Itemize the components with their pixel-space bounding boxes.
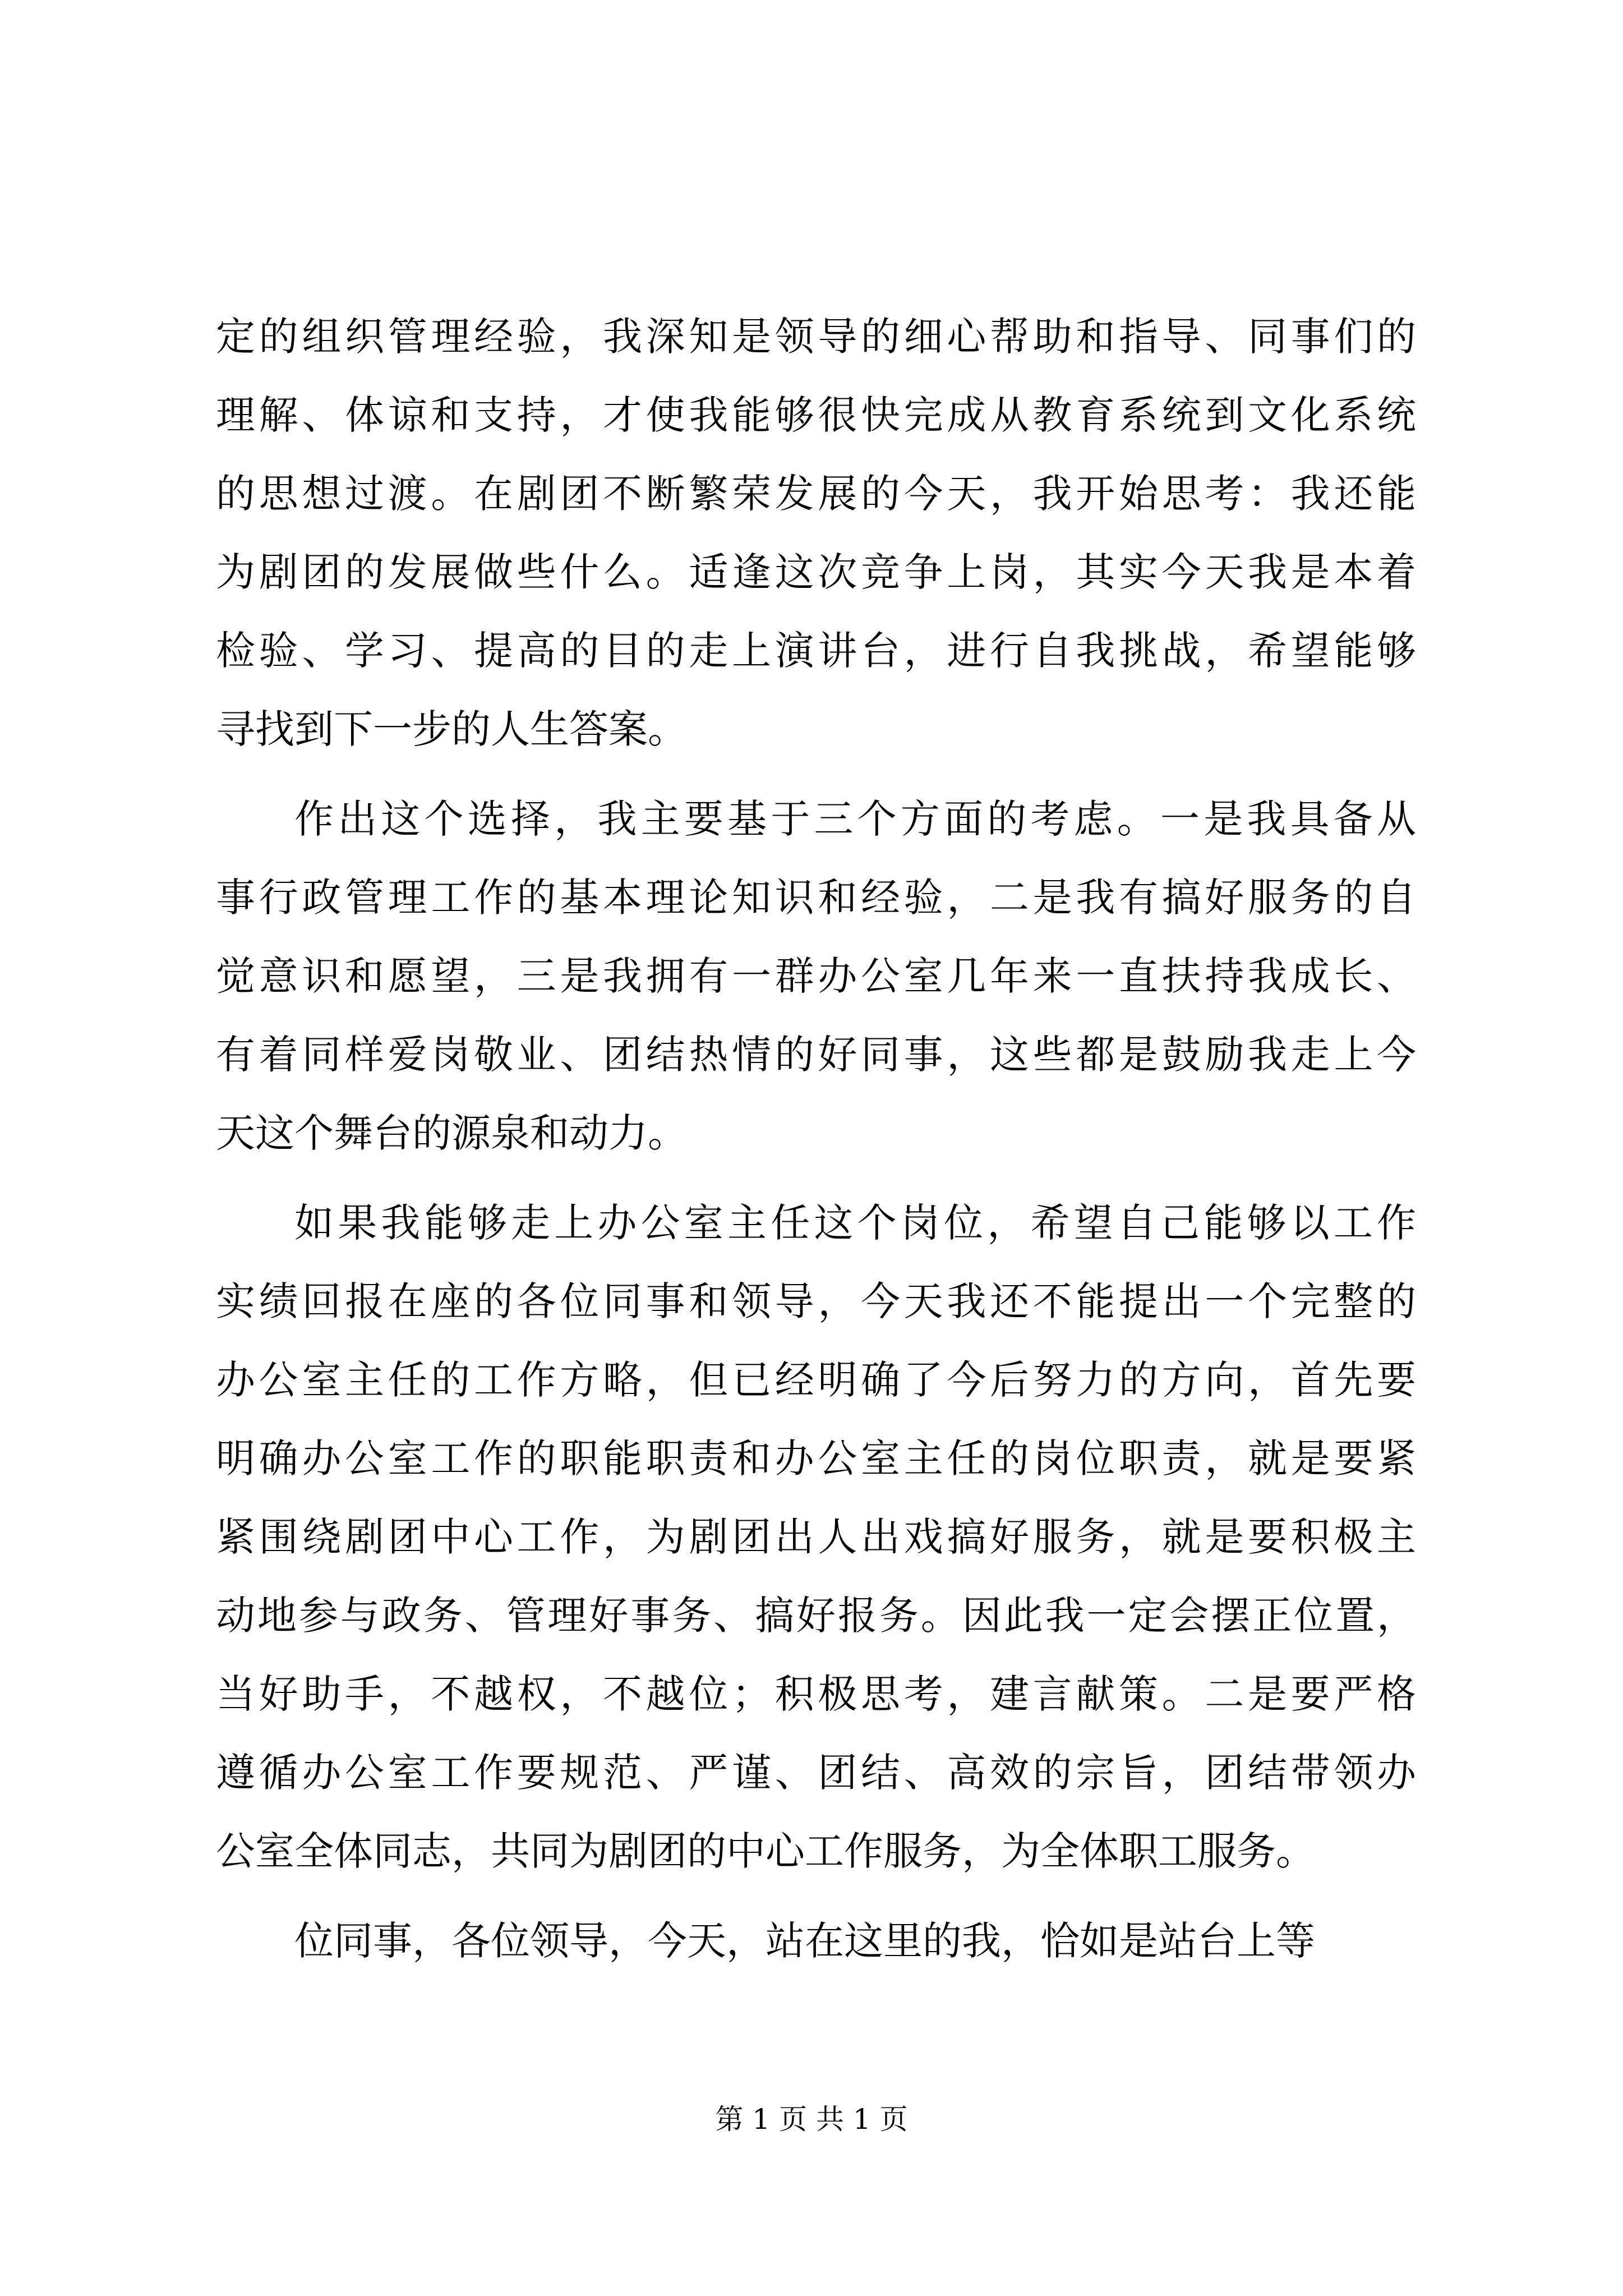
- document-body: [216, 297, 1416, 1980]
- paragraph-3-line-1: 如果我能够走上办公室主任这个岗位，希望自己能够以工作: [294, 1200, 1416, 1246]
- paragraph-3-line-5: 紧围绕剧团中心工作，为剧团出人出戏搞好服务，就是要积极主: [216, 1514, 1416, 1560]
- paragraph-3-line-7: 当好助手，不越权，不越位；积极思考，建言献策。二是要严格: [216, 1671, 1416, 1717]
- paragraph-1-line-1: 定的组织管理经验，我深知是领导的细心帮助和指导、同事们的: [216, 314, 1416, 360]
- paragraph-3-line-9: 公室全体同志，共同为剧团的中心工作服务，为全体职工服务。: [216, 1828, 1315, 1874]
- paragraph-1-line-6: 寻找到下一步的人生答案。: [216, 706, 687, 752]
- paragraph-3-line-8: 遵循办公室工作要规范、严谨、团结、高效的宗旨，团结带领办: [216, 1750, 1416, 1796]
- paragraph-2-line-1: 作出这个选择，我主要基于三个方面的考虑。一是我具备从: [294, 796, 1416, 842]
- page-footer: 第 1 页 共 1 页: [715, 2103, 908, 2136]
- paragraph-2-line-4: 有着同样爱岗敬业、团结热情的好同事，这些都是鼓励我走上今: [216, 1032, 1416, 1078]
- paragraph-4-line-1: 位同事，各位领导，今天，站在这里的我，恰如是站台上等: [294, 1918, 1315, 1964]
- paragraph-1-line-4: 为剧团的发展做些什么。适逢这次竞争上岗，其实今天我是本着: [216, 549, 1416, 595]
- paragraph-2-line-2: 事行政管理工作的基本理论知识和经验，二是我有搞好服务的自: [216, 875, 1416, 921]
- paragraph-1-line-5: 检验、学习、提高的目的走上演讲台，进行自我挑战，希望能够: [216, 628, 1416, 674]
- paragraph-1-line-2: 理解、体谅和支持，才使我能够很快完成从教育系统到文化系统: [216, 392, 1416, 438]
- paragraph-3-line-4: 明确办公室工作的职能职责和办公室主任的岗位职责，就是要紧: [216, 1435, 1416, 1481]
- paragraph-3-line-6: 动地参与政务、管理好事务、搞好报务。因此我一定会摆正位置，: [216, 1593, 1416, 1639]
- paragraph-3-line-2: 实绩回报在座的各位同事和领导，今天我还不能提出一个完整的: [216, 1278, 1416, 1324]
- paragraph-2-line-5: 天这个舞台的源泉和动力。: [216, 1110, 687, 1156]
- paragraph-3-line-3: 办公室主任的工作方略，但已经明确了今后努力的方向，首先要: [216, 1357, 1416, 1403]
- paragraph-2-line-3: 觉意识和愿望，三是我拥有一群办公室几年来一直扶持我成长、: [216, 953, 1416, 999]
- paragraph-1-line-3: 的思想过渡。在剧团不断繁荣发展的今天，我开始思考：我还能: [216, 471, 1416, 517]
